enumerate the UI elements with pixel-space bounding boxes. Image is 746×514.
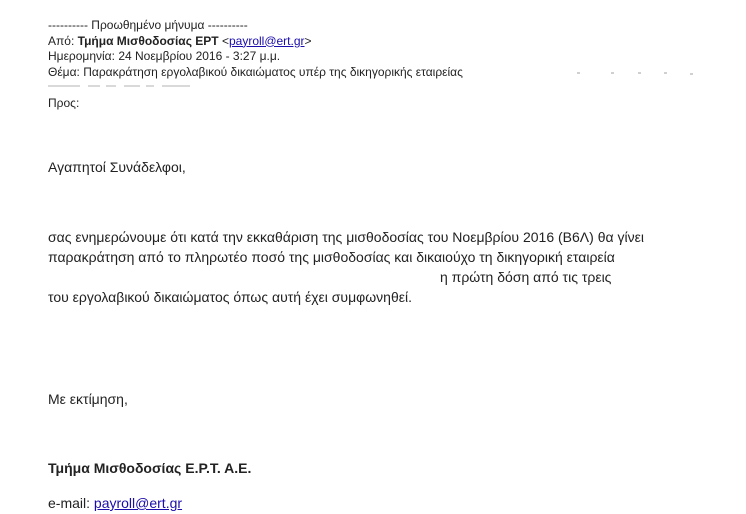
paragraph-line: σας ενημερώνουμε ότι κατά την εκκαθάριση της μισθοδοσίας του Νοεμβρίου 2016 (Β6Λ) θα γίνει (48, 229, 644, 245)
subject-label: Θέμα: (48, 64, 80, 79)
date-value: 24 Νοεμβρίου 2016 - 3:27 μ.μ. (118, 49, 281, 63)
email-label: e-mail: (48, 495, 91, 511)
redacted-recipient-line (48, 83, 208, 89)
from-email-close: > (304, 33, 312, 48)
paragraph-line-with-gap (48, 267, 644, 287)
signature-department: Τμήμα Μισθοδοσίας Ε.Ρ.Τ. Α.Ε. (48, 460, 252, 476)
from-line (48, 34, 463, 50)
paragraph-line: του εργολαβικού δικαιώματος όπως αυτή έχει συμφωνηθεί. (48, 289, 412, 305)
closing: Με εκτίμηση, (48, 391, 128, 407)
paragraph-line: η πρώτη δόση από τις τρεις (440, 269, 612, 285)
sender-email-link[interactable]: payroll@ert.gr (228, 33, 305, 48)
forwarded-banner: ---------- Προωθημένο μήνυμα ---------- (48, 18, 248, 32)
from-label: Από: (48, 33, 75, 48)
paragraph-line: παρακράτηση από το πληρωτέο ποσό της μισθοδοσίας και δικαιούχο τη δικηγορική εταιρεία (48, 249, 615, 265)
signature-email-link[interactable]: payroll@ert.gr (93, 495, 183, 511)
email-header (48, 18, 463, 80)
body-paragraph (48, 227, 644, 307)
subject-value: Παρακράτηση εργολαβικού δικαιώματος υπέρ της δικηγορικής εταιρείας (83, 64, 463, 79)
date-label: Ημερομηνία: (48, 49, 115, 63)
greeting: Αγαπητοί Συνάδελφοι, (48, 159, 186, 175)
from-email-open: < (221, 33, 229, 48)
sender-name: Τμήμα Μισθοδοσίας ΕΡΤ (77, 33, 219, 48)
to-line (48, 96, 79, 111)
to-label: Προς: (48, 96, 80, 110)
subject-line (48, 65, 463, 81)
signature-email-line (48, 493, 182, 513)
date-line (48, 49, 463, 65)
